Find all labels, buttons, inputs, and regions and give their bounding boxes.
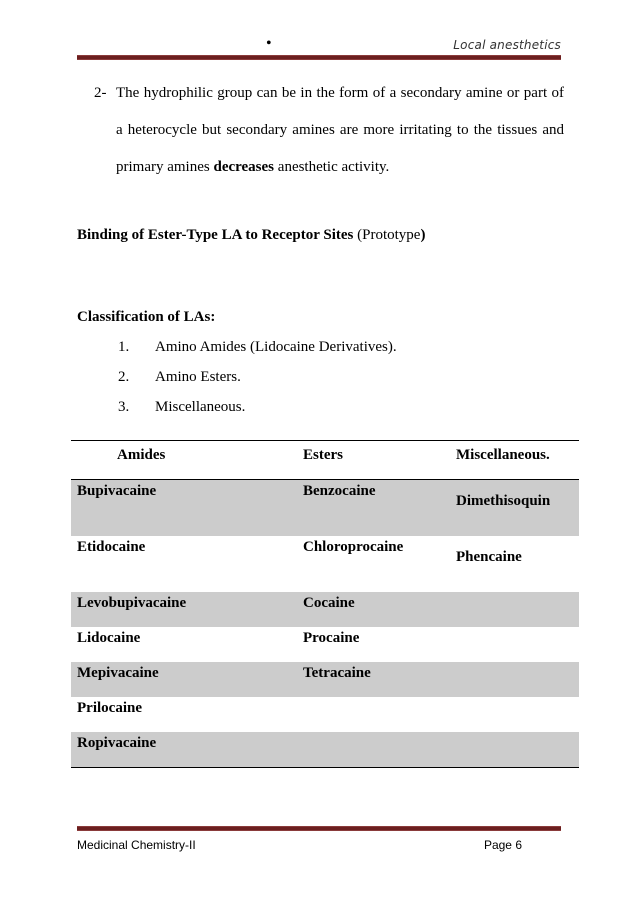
table-row xyxy=(71,536,579,592)
list-item-text: Miscellaneous. xyxy=(155,399,246,415)
table-cell: Benzocaine xyxy=(297,480,450,537)
table-cell: Mepivacaine xyxy=(71,662,297,697)
list-item xyxy=(118,336,397,366)
classification-list xyxy=(118,336,397,426)
point-2-number: 2- xyxy=(94,85,107,101)
header-miscellaneous: Miscellaneous. xyxy=(450,441,579,480)
point-2-paragraph xyxy=(94,75,564,186)
table-row xyxy=(71,592,579,627)
table-cell: Tetracaine xyxy=(297,662,450,697)
table-cell xyxy=(450,697,579,732)
table-row xyxy=(71,662,579,697)
binding-heading-closing: ) xyxy=(420,227,426,243)
list-item-number: 1. xyxy=(118,339,130,355)
list-item xyxy=(118,366,397,396)
table-cell: Chloroprocaine xyxy=(303,539,404,555)
footer-course-title: Medicinal Chemistry-II xyxy=(77,838,196,852)
header-amides: Amides xyxy=(71,441,297,480)
list-item-number: 3. xyxy=(118,399,130,415)
table-cell: Ropivacaine xyxy=(71,732,297,768)
table-cell: Bupivacaine xyxy=(71,480,297,537)
list-item xyxy=(118,396,397,426)
list-item-text: Amino Esters. xyxy=(155,369,241,385)
list-item-number: 2. xyxy=(118,369,130,385)
table-cell xyxy=(297,697,450,732)
footer-page-number: Page 6 xyxy=(483,838,522,852)
table-cell: Procaine xyxy=(303,630,360,646)
footer-rule xyxy=(77,826,561,831)
header-rule xyxy=(77,55,561,60)
table-row xyxy=(71,732,579,768)
table-cell: Cocaine xyxy=(297,592,450,627)
table-cell: Lidocaine xyxy=(77,630,141,646)
classification-table xyxy=(71,440,579,768)
table-row xyxy=(71,480,579,537)
table-cell: Prilocaine xyxy=(77,700,142,716)
header-bullet: • xyxy=(266,35,272,52)
point-2-text-after: anesthetic activity. xyxy=(274,159,390,175)
header-title: Local anesthetics xyxy=(453,38,561,52)
table-cell xyxy=(450,592,579,627)
table-cell: Levobupivacaine xyxy=(71,592,297,627)
table-cell xyxy=(297,732,450,768)
table-cell: Dimethisoquin xyxy=(450,480,579,537)
point-2-text-before: The hydrophilic group can be in the form of a secondary amine or part of a heterocycle but secondary amines are more irritating to the tissues and primary amines xyxy=(116,85,564,175)
header-esters: Esters xyxy=(297,441,450,480)
table-cell: Etidocaine xyxy=(77,539,146,555)
table-cell: Phencaine xyxy=(456,549,522,565)
binding-heading-normal: (Prototype xyxy=(353,227,421,243)
binding-heading xyxy=(77,227,425,244)
table-row xyxy=(71,697,579,732)
table-header-row xyxy=(71,441,579,480)
table-cell xyxy=(450,732,579,768)
table-row xyxy=(71,627,579,662)
table-cell xyxy=(450,627,579,662)
list-item-text: Amino Amides (Lidocaine Derivatives). xyxy=(155,339,397,355)
classification-heading: Classification of LAs: xyxy=(77,309,216,325)
point-2-text xyxy=(116,75,564,186)
table-cell xyxy=(450,662,579,697)
point-2-text-bold: decreases xyxy=(213,159,275,175)
binding-heading-bold: Binding of Ester-Type LA to Receptor Sites xyxy=(77,227,354,243)
